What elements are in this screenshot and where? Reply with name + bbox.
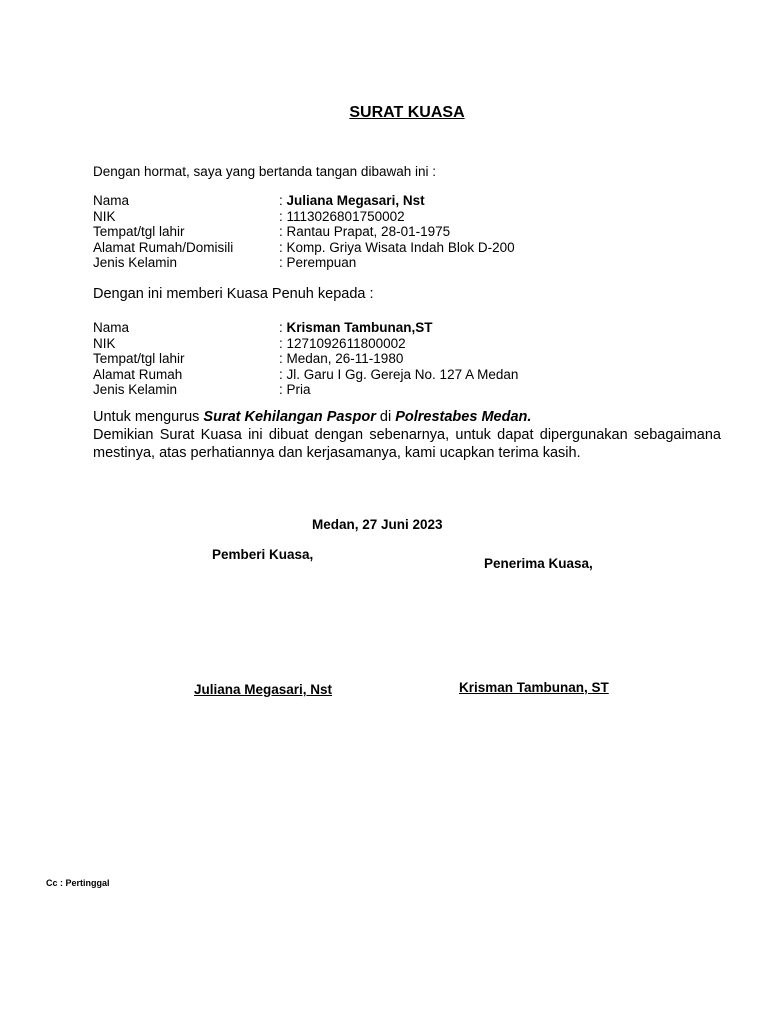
field-label: Tempat/tgl lahir bbox=[93, 351, 185, 366]
field-label: NIK bbox=[93, 208, 116, 224]
field-value: : Komp. Griya Wisata Indah Blok D-200 bbox=[279, 239, 515, 255]
cc-note: Cc : Pertinggal bbox=[46, 878, 110, 888]
field-value: : Medan, 26-11-1980 bbox=[279, 351, 404, 366]
grantee-row-name bbox=[93, 320, 518, 336]
grantor-row-gender bbox=[93, 255, 515, 271]
field-label: Alamat Rumah bbox=[93, 366, 183, 382]
grantor-fields bbox=[93, 193, 515, 271]
receiver-label: Penerima Kuasa, bbox=[484, 556, 593, 571]
date-line: Medan, 27 Juni 2023 bbox=[312, 517, 443, 532]
body-paragraph bbox=[93, 408, 721, 462]
grantor-row-nik bbox=[93, 209, 515, 225]
field-label: Tempat/tgl lahir bbox=[93, 224, 185, 239]
grantor-name-value: Juliana Megasari, Nst bbox=[286, 193, 425, 208]
field-value: : 1113026801750002 bbox=[279, 208, 405, 224]
field-value: : Rantau Prapat, 28-01-1975 bbox=[279, 224, 451, 239]
grantee-name-value: Krisman Tambunan,ST bbox=[286, 320, 433, 335]
purpose-place: Polrestabes Medan. bbox=[395, 409, 532, 425]
field-value: : Perempuan bbox=[279, 255, 357, 270]
purpose-line: Untuk mengurus Surat Kehilangan Paspor di Polrestabes Medan. bbox=[93, 409, 532, 425]
field-value: : Pria bbox=[279, 382, 311, 397]
giver-label: Pemberi Kuasa, bbox=[212, 547, 314, 562]
field-value: : Juliana Megasari, Nst bbox=[279, 193, 425, 208]
field-label: Nama bbox=[93, 193, 130, 208]
field-value: : 1271092611800002 bbox=[279, 335, 406, 351]
field-label: Nama bbox=[93, 320, 130, 335]
field-value: : Krisman Tambunan,ST bbox=[279, 320, 433, 335]
document-title: SURAT KUASA bbox=[349, 104, 465, 121]
intro-text: Dengan hormat, saya yang bertanda tangan dibawah ini : bbox=[93, 164, 436, 179]
grantee-row-nik bbox=[93, 336, 518, 352]
closing-text: Demikian Surat Kuasa ini dibuat dengan sebenarnya, untuk dapat dipergunakan sebagaimana mestinya, atas perhatiannya dan kerjasamanya, kami ucapkan terima kasih. bbox=[93, 427, 721, 461]
grantee-row-gender bbox=[93, 382, 518, 398]
receiver-name-signature: Krisman Tambunan, ST bbox=[459, 680, 609, 695]
field-value: : Jl. Garu I Gg. Gereja No. 127 A Medan bbox=[279, 366, 519, 382]
grantor-row-name bbox=[93, 193, 515, 209]
grantee-row-birth bbox=[93, 351, 518, 367]
field-label: Jenis Kelamin bbox=[93, 255, 178, 270]
grantor-row-address bbox=[93, 240, 515, 256]
field-label: Jenis Kelamin bbox=[93, 382, 178, 397]
field-label: Alamat Rumah/Domisili bbox=[93, 239, 234, 255]
grantee-row-address bbox=[93, 367, 518, 383]
grantor-row-birth bbox=[93, 224, 515, 240]
grantee-fields bbox=[93, 320, 518, 398]
power-of-attorney-statement: Dengan ini memberi Kuasa Penuh kepada : bbox=[93, 286, 374, 302]
field-label: NIK bbox=[93, 335, 116, 351]
giver-name-signature: Juliana Megasari, Nst bbox=[194, 682, 333, 697]
purpose-item: Surat Kehilangan Paspor bbox=[203, 409, 376, 425]
